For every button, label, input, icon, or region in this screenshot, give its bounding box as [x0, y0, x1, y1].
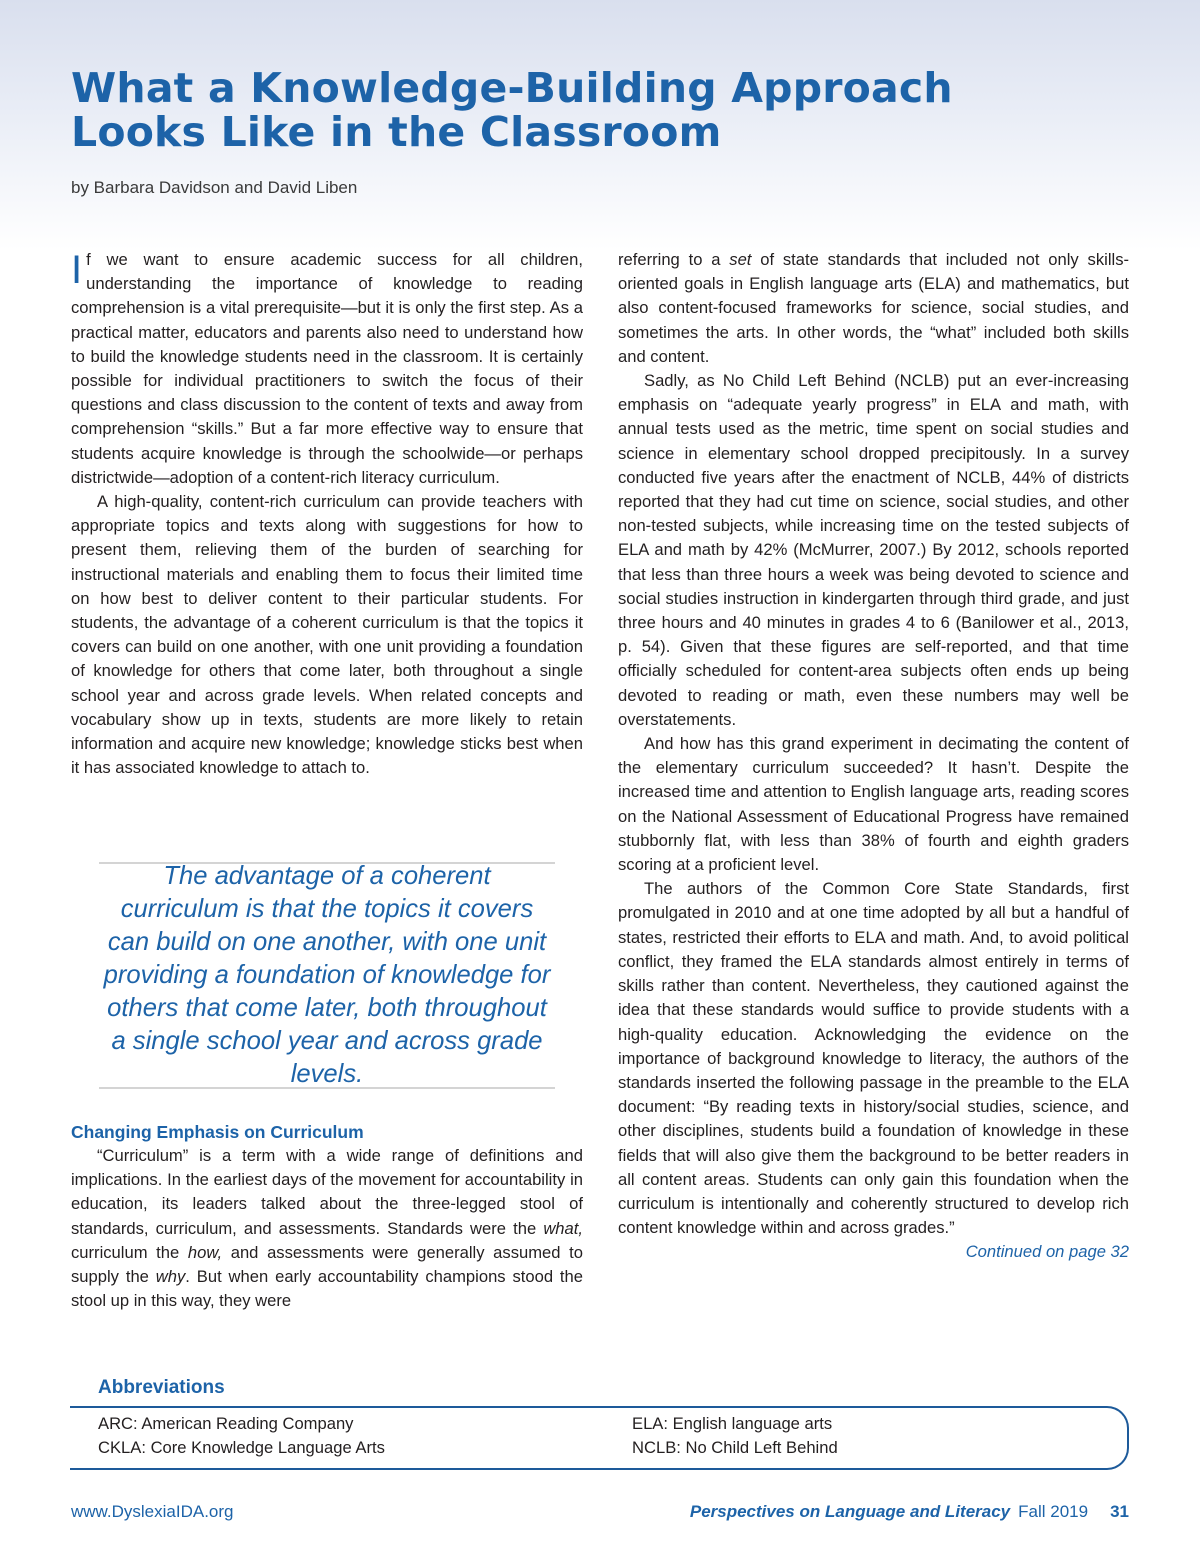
text-run: “Curriculum” is a term with a wide range of definitions and implications. In the earliest days of the movement for accountability in education, its leaders talked about the three-legged stool of standards, curriculum, and assessments. Standards were the — [71, 1146, 583, 1238]
body-paragraph: The authors of the Common Core State Standards, first promulgated in 2010 and at one time adopted by all but a handful of states, restricted their efforts to ELA and math. And, to avoid political conflict, they framed the ELA standards almost entirely in terms of skills rather than content. Nevertheless, they cautioned against the idea that these standards would suffice to provide students with a high-quality education. Acknowledging the evidence on the importance of background knowledge to literacy, the authors of the standards inserted the following passage in the preamble to the ELA document: “By reading texts in history/social studies, science, and other disciplines, students build a foundation of knowledge in these fields that will also give them the background to be better readers in all content areas. Students can only gain this foundation when the curriculum is intentionally and coherently structured to develop rich content knowledge within and across grades.” — [618, 879, 1129, 1238]
title-line-2: Looks Like in the Classroom — [71, 108, 722, 156]
abbreviations-heading: Abbreviations — [98, 1377, 225, 1398]
byline: by Barbara Davidson and David Liben — [71, 178, 358, 197]
article-title — [71, 66, 971, 154]
page-number: 31 — [1110, 1502, 1129, 1521]
italic-term: what, — [543, 1218, 583, 1238]
body-paragraph: Sadly, as No Child Left Behind (NCLB) put an ever-increasing emphasis on “adequate yearly progress” in ELA and math, with annual tests used as the metric, time spent on social studies and science in elementary school dropped precipitously. In a survey conducted five years after the enactment of NCLB, 44% of districts reported that they had cut time on science, social studies, and other non-tested subjects, while increasing time on the tested subjects of ELA and math by 42% (McMurrer, 2007.) By 2012, schools reported that less than three hours a week was being devoted to science and social studies instruction in kindergarten through third grade, and just three hours and 40 minutes in grades 4 to 6 (Banilower et al., 2013, p. 54). Given that these figures are self-reported, and that time officially scheduled for content-area subjects often ends up being devoted to reading or math, even these numbers may well be overstatements. — [618, 371, 1129, 729]
text-run: and assessments were generally assumed to supply the — [71, 1242, 583, 1287]
left-column-intro — [71, 248, 583, 780]
text-run: . But when early accountability champions stood the stool up in this way, they were — [71, 1267, 583, 1311]
issue-label: Fall 2019 — [1018, 1502, 1089, 1521]
body-paragraph — [71, 1144, 583, 1313]
italic-term: why — [155, 1267, 186, 1287]
abbreviation-item: CKLA: Core Knowledge Language Arts — [98, 1438, 385, 1457]
intro-paragraph — [71, 248, 583, 490]
intro-paragraph-text: f we want to ensure academic success for all children, understanding the importance of knowledge to reading comprehension is a vital prerequisite—but it is only the first step. As a practical matter, educators and parents also need to understand how to build the knowledge students need in the classroom. It is certainly possible for individual practitioners to switch the focus of their questions and class discussion to the content of texts and away from comprehension “skills.” But a far more effective way to ensure that students acquire knowledge is through the schoolwide—or perhaps districtwide—adoption of a content-rich literacy curriculum. — [71, 250, 583, 487]
text-run: referring to a — [618, 250, 730, 269]
right-column — [618, 248, 1129, 1265]
section-heading: Changing Emphasis on Curriculum — [71, 1122, 364, 1142]
left-column-section — [71, 1120, 583, 1313]
pull-quote: The advantage of a coherent curriculum is that the topics it covers can build on one another, with one unit providing a foundation of knowledge for others that come later, both throughout a single school year and across grade levels. — [99, 862, 555, 1089]
drop-cap: I — [71, 248, 83, 292]
continued-link[interactable]: Continued on page 32 — [965, 1242, 1129, 1262]
abbreviation-item: ARC: American Reading Company — [98, 1414, 354, 1433]
title-line-1: What a Knowledge-Building Approach — [71, 64, 953, 112]
journal-title: Perspectives on Language and Literacy — [689, 1502, 1011, 1521]
footer-publication — [690, 1502, 1129, 1522]
body-paragraph: And how has this grand experiment in decimating the content of the elementary curriculum succeeded? It hasn’t. Despite the increased time and attention to English language arts, reading scores on the National Assessment of Educational Progress have remained stubbornly flat, with less than 38% of fourth and eighth graders scoring at a proficient level. — [618, 734, 1129, 875]
text-run: of state standards that included not only skills-oriented goals in English language arts (ELA) and mathematics, but also content-focused frameworks for science, social studies, and sometimes the arts. In other words, the “what” included both skills and content. — [618, 250, 1130, 366]
text-run: curriculum the — [71, 1242, 188, 1262]
abbreviation-item: NCLB: No Child Left Behind — [632, 1438, 838, 1457]
italic-term: set — [729, 250, 752, 269]
abbreviation-item: ELA: English language arts — [632, 1414, 833, 1433]
body-paragraph — [618, 248, 1129, 369]
body-paragraph: A high-quality, content-rich curriculum can provide teachers with appropriate topics and texts along with suggestions for how to present them, relieving them of the burden of searching for instructional materials and enabling them to focus their limited time on how best to deliver content to their particular students. For students, the advantage of a coherent curriculum is that the topics it covers can build on one another, with one unit providing a foundation of knowledge for others that come later, both throughout a single school year and across grade levels. When related concepts and vocabulary show up in texts, students are more likely to retain information and acquire new knowledge; knowledge sticks best when it has associated knowledge to attach to. — [71, 492, 583, 778]
italic-term: how, — [187, 1242, 223, 1262]
footer-website-link[interactable]: www.DyslexiaIDA.org — [71, 1502, 234, 1521]
